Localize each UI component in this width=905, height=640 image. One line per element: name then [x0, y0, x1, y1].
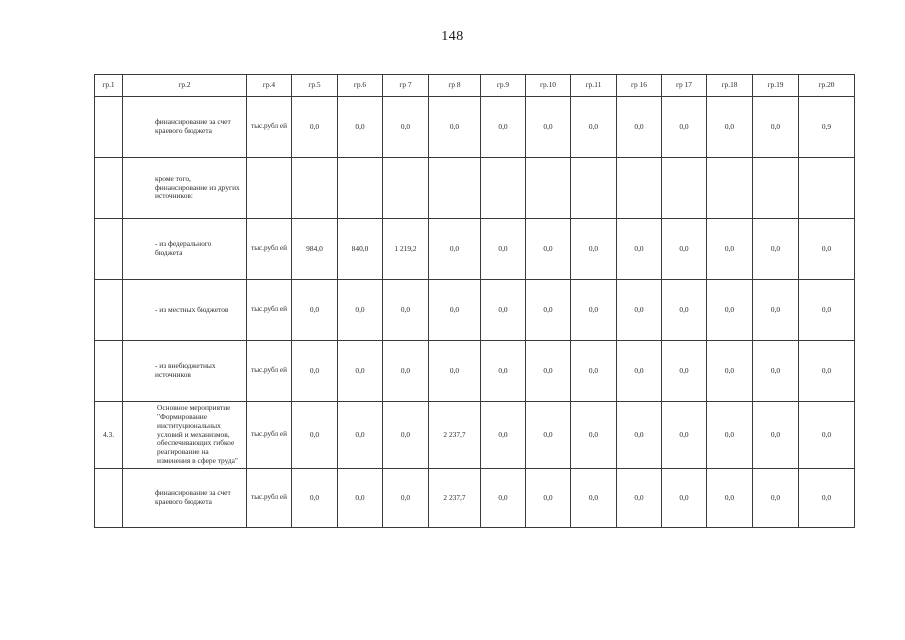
column-header: гр.18: [707, 75, 753, 97]
value-cell: 0,0: [753, 97, 799, 158]
row-name-cell: финансирование за счет краевого бюджета: [123, 97, 247, 158]
value-cell: 0,0: [429, 219, 481, 280]
value-cell: 0,0: [662, 402, 707, 469]
unit-cell: тыс.рубл ей: [247, 219, 292, 280]
budget-table: [94, 74, 855, 528]
value-cell: 0,0: [799, 219, 855, 280]
value-cell: 0,0: [383, 402, 429, 469]
row-name-cell: Основное мероприятие "Формирование институциональных условий и механизмов, обеспечивающих гибкое реагирование на изменения в сфере труда": [123, 402, 247, 469]
value-cell: 0,0: [707, 402, 753, 469]
column-header: гр.5: [292, 75, 338, 97]
value-cell: 0,0: [338, 469, 383, 528]
column-header: гр 16: [617, 75, 662, 97]
value-cell: 0,0: [338, 341, 383, 402]
value-cell: [292, 158, 338, 219]
row-number-cell: 4.3.: [95, 402, 123, 469]
unit-cell: тыс.рубл ей: [247, 402, 292, 469]
value-cell: [526, 158, 571, 219]
value-cell: [617, 158, 662, 219]
value-cell: 0,0: [799, 280, 855, 341]
column-header: гр.10: [526, 75, 571, 97]
value-cell: [571, 158, 617, 219]
value-cell: 0,0: [799, 402, 855, 469]
row-name-cell: - из внебюджетных источников: [123, 341, 247, 402]
value-cell: [799, 158, 855, 219]
value-cell: 2 237,7: [429, 402, 481, 469]
value-cell: 0,0: [429, 280, 481, 341]
unit-cell: тыс.рубл ей: [247, 341, 292, 402]
value-cell: 0,0: [571, 341, 617, 402]
table-row: [95, 280, 855, 341]
table-row: [95, 469, 855, 528]
value-cell: 0,0: [526, 402, 571, 469]
column-header: гр.1: [95, 75, 123, 97]
value-cell: 0,0: [383, 341, 429, 402]
column-header: гр 7: [383, 75, 429, 97]
value-cell: [429, 158, 481, 219]
column-header: гр.2: [123, 75, 247, 97]
value-cell: 0,0: [617, 280, 662, 341]
value-cell: [662, 158, 707, 219]
table-row: [95, 97, 855, 158]
value-cell: 0,0: [481, 97, 526, 158]
value-cell: 0,0: [292, 402, 338, 469]
table-row: [95, 402, 855, 469]
row-number-cell: [95, 219, 123, 280]
value-cell: 0,0: [526, 219, 571, 280]
table-header-row: [95, 75, 855, 97]
value-cell: 0,0: [571, 402, 617, 469]
value-cell: 0,0: [383, 469, 429, 528]
column-header: гр.9: [481, 75, 526, 97]
value-cell: [383, 158, 429, 219]
row-name-cell: финансирование за счет краевого бюджета: [123, 469, 247, 528]
row-number-cell: [95, 158, 123, 219]
value-cell: 1 219,2: [383, 219, 429, 280]
unit-cell: тыс.рубл ей: [247, 280, 292, 341]
value-cell: 0,0: [571, 280, 617, 341]
value-cell: 0,0: [799, 341, 855, 402]
value-cell: 0,0: [526, 469, 571, 528]
value-cell: 0,0: [571, 97, 617, 158]
value-cell: 0,0: [571, 469, 617, 528]
value-cell: [707, 158, 753, 219]
value-cell: 0,9: [799, 97, 855, 158]
value-cell: 0,0: [383, 280, 429, 341]
value-cell: 0,0: [617, 341, 662, 402]
value-cell: 0,0: [429, 341, 481, 402]
value-cell: 0,0: [617, 402, 662, 469]
value-cell: 0,0: [799, 469, 855, 528]
page-number: 148: [441, 29, 464, 44]
value-cell: 0,0: [707, 219, 753, 280]
value-cell: 0,0: [526, 341, 571, 402]
value-cell: 0,0: [707, 280, 753, 341]
row-number-cell: [95, 97, 123, 158]
row-name-cell: - из федерального бюджета: [123, 219, 247, 280]
value-cell: 0,0: [662, 97, 707, 158]
table-row: [95, 341, 855, 402]
value-cell: 0,0: [526, 280, 571, 341]
value-cell: 0,0: [429, 97, 481, 158]
value-cell: 0,0: [617, 219, 662, 280]
unit-cell: тыс.рубл ей: [247, 97, 292, 158]
row-number-cell: [95, 341, 123, 402]
value-cell: 0,0: [662, 341, 707, 402]
value-cell: [338, 158, 383, 219]
unit-cell: [247, 158, 292, 219]
value-cell: 0,0: [707, 341, 753, 402]
unit-cell: тыс.рубл ей: [247, 469, 292, 528]
value-cell: 0,0: [707, 469, 753, 528]
value-cell: [753, 158, 799, 219]
row-name-cell: - из местных бюджетов: [123, 280, 247, 341]
value-cell: 0,0: [753, 341, 799, 402]
value-cell: 0,0: [338, 97, 383, 158]
column-header: гр.4: [247, 75, 292, 97]
value-cell: 0,0: [383, 97, 429, 158]
value-cell: 0,0: [662, 280, 707, 341]
column-header: гр.11: [571, 75, 617, 97]
value-cell: 0,0: [292, 469, 338, 528]
value-cell: 0,0: [481, 469, 526, 528]
column-header: гр.20: [799, 75, 855, 97]
value-cell: 984,0: [292, 219, 338, 280]
value-cell: 0,0: [753, 402, 799, 469]
value-cell: [481, 158, 526, 219]
column-header: гр 17: [662, 75, 707, 97]
row-name-cell: кроме того, финансирование из других источников:: [123, 158, 247, 219]
value-cell: 0,0: [338, 402, 383, 469]
column-header: гр.19: [753, 75, 799, 97]
value-cell: 0,0: [753, 469, 799, 528]
value-cell: 0,0: [481, 280, 526, 341]
value-cell: 0,0: [481, 219, 526, 280]
value-cell: 0,0: [617, 469, 662, 528]
value-cell: 0,0: [481, 402, 526, 469]
value-cell: 0,0: [662, 469, 707, 528]
column-header: гр.6: [338, 75, 383, 97]
value-cell: 0,0: [526, 97, 571, 158]
value-cell: 0,0: [707, 97, 753, 158]
value-cell: 0,0: [571, 219, 617, 280]
value-cell: 840,0: [338, 219, 383, 280]
value-cell: 0,0: [338, 280, 383, 341]
value-cell: 0,0: [753, 280, 799, 341]
value-cell: 0,0: [662, 219, 707, 280]
value-cell: 2 237,7: [429, 469, 481, 528]
value-cell: 0,0: [292, 341, 338, 402]
value-cell: 0,0: [292, 280, 338, 341]
value-cell: 0,0: [481, 341, 526, 402]
column-header: гр 8: [429, 75, 481, 97]
value-cell: 0,0: [753, 219, 799, 280]
value-cell: 0,0: [292, 97, 338, 158]
row-number-cell: [95, 469, 123, 528]
table-row: [95, 219, 855, 280]
row-number-cell: [95, 280, 123, 341]
table-row: [95, 158, 855, 219]
value-cell: 0,0: [617, 97, 662, 158]
